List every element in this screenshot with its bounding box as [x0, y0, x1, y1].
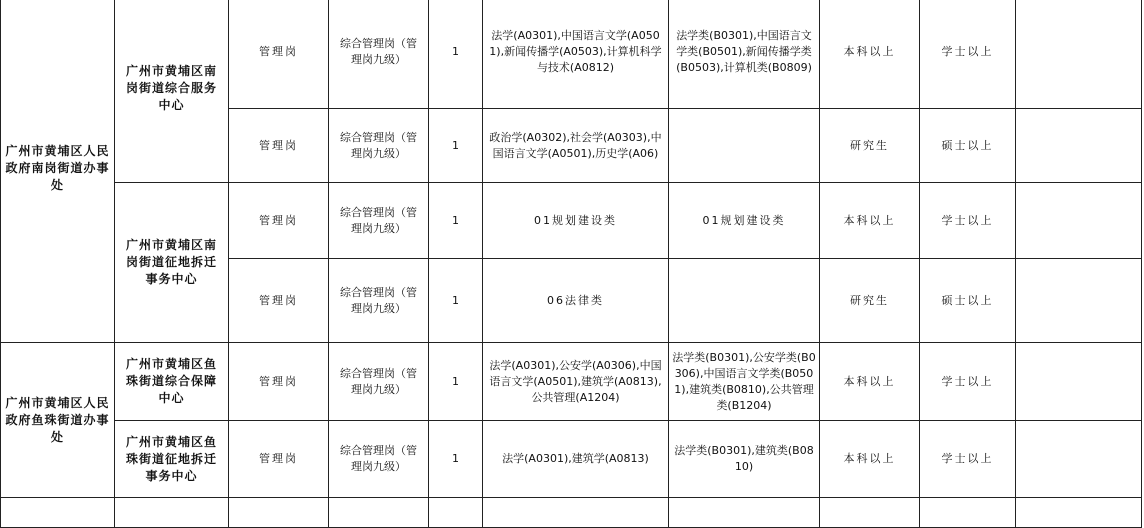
degree-cell: 学士以上 — [920, 421, 1016, 498]
major-grad-cell: 06法律类 — [483, 259, 669, 343]
empty-cell — [483, 498, 669, 528]
post-name-cell: 综合管理岗（管理岗九级） — [329, 109, 429, 183]
empty-cell — [920, 498, 1016, 528]
note-cell — [1016, 183, 1142, 259]
table-row — [1, 183, 1142, 259]
education-cell: 研究生 — [820, 109, 920, 183]
empty-cell — [115, 498, 229, 528]
education-cell: 本科以上 — [820, 0, 920, 109]
post-type-cell: 管理岗 — [229, 183, 329, 259]
table-row — [1, 421, 1142, 498]
degree-cell: 硕士以上 — [920, 259, 1016, 343]
major-grad-cell: 法学(A0301),建筑学(A0813) — [483, 421, 669, 498]
table-row — [1, 343, 1142, 421]
major-undergrad-cell — [669, 259, 820, 343]
empty-cell — [820, 498, 920, 528]
count-cell: 1 — [429, 259, 483, 343]
empty-cell — [229, 498, 329, 528]
major-grad-cell: 01规划建设类 — [483, 183, 669, 259]
unit-cell: 广州市黄埔区南岗街道征地拆迁事务中心 — [115, 183, 229, 343]
education-cell: 本科以上 — [820, 343, 920, 421]
unit-cell: 广州市黄埔区鱼珠街道综合保障中心 — [115, 343, 229, 421]
post-name-cell: 综合管理岗（管理岗九级） — [329, 183, 429, 259]
empty-cell — [1016, 498, 1142, 528]
post-type-cell: 管理岗 — [229, 109, 329, 183]
note-cell — [1016, 421, 1142, 498]
major-undergrad-cell — [669, 109, 820, 183]
post-type-cell: 管理岗 — [229, 0, 329, 109]
note-cell — [1016, 0, 1142, 109]
post-name-cell: 综合管理岗（管理岗九级） — [329, 259, 429, 343]
major-undergrad-cell: 法学类(B0301),建筑类(B0810) — [669, 421, 820, 498]
empty-cell — [669, 498, 820, 528]
post-name-cell: 综合管理岗（管理岗九级） — [329, 0, 429, 109]
department-cell: 广州市黄埔区人民政府南岗街道办事处 — [1, 0, 115, 343]
post-type-cell: 管理岗 — [229, 421, 329, 498]
post-type-cell: 管理岗 — [229, 259, 329, 343]
unit-cell: 广州市黄埔区南岗街道综合服务中心 — [115, 0, 229, 183]
education-cell: 研究生 — [820, 259, 920, 343]
education-cell: 本科以上 — [820, 183, 920, 259]
major-undergrad-cell: 法学类(B0301),公安学类(B0306),中国语言文学类(B0501),建筑类(B0810),公共管理类(B1204) — [669, 343, 820, 421]
empty-cell — [1, 498, 115, 528]
empty-cell — [329, 498, 429, 528]
department-cell: 广州市黄埔区人民政府鱼珠街道办事处 — [1, 343, 115, 498]
note-cell — [1016, 109, 1142, 183]
post-name-cell: 综合管理岗（管理岗九级） — [329, 343, 429, 421]
count-cell: 1 — [429, 0, 483, 109]
post-type-cell: 管理岗 — [229, 343, 329, 421]
empty-cell — [429, 498, 483, 528]
major-grad-cell: 法学(A0301),中国语言文学(A0501),新闻传播学(A0503),计算机科学与技术(A0812) — [483, 0, 669, 109]
note-cell — [1016, 343, 1142, 421]
post-name-cell: 综合管理岗（管理岗九级） — [329, 421, 429, 498]
unit-cell: 广州市黄埔区鱼珠街道征地拆迁事务中心 — [115, 421, 229, 498]
education-cell: 本科以上 — [820, 421, 920, 498]
note-cell — [1016, 259, 1142, 343]
count-cell: 1 — [429, 183, 483, 259]
degree-cell: 硕士以上 — [920, 109, 1016, 183]
degree-cell: 学士以上 — [920, 343, 1016, 421]
count-cell: 1 — [429, 421, 483, 498]
major-undergrad-cell: 01规划建设类 — [669, 183, 820, 259]
degree-cell: 学士以上 — [920, 0, 1016, 109]
table-row — [1, 498, 1142, 528]
major-undergrad-cell: 法学类(B0301),中国语言文学类(B0501),新闻传播学类(B0503),计算机类(B0809) — [669, 0, 820, 109]
count-cell: 1 — [429, 343, 483, 421]
count-cell: 1 — [429, 109, 483, 183]
major-grad-cell: 政治学(A0302),社会学(A0303),中国语言文学(A0501),历史学(A06) — [483, 109, 669, 183]
table-row — [1, 0, 1142, 109]
degree-cell: 学士以上 — [920, 183, 1016, 259]
major-grad-cell: 法学(A0301),公安学(A0306),中国语言文学(A0501),建筑学(A0813),公共管理(A1204) — [483, 343, 669, 421]
